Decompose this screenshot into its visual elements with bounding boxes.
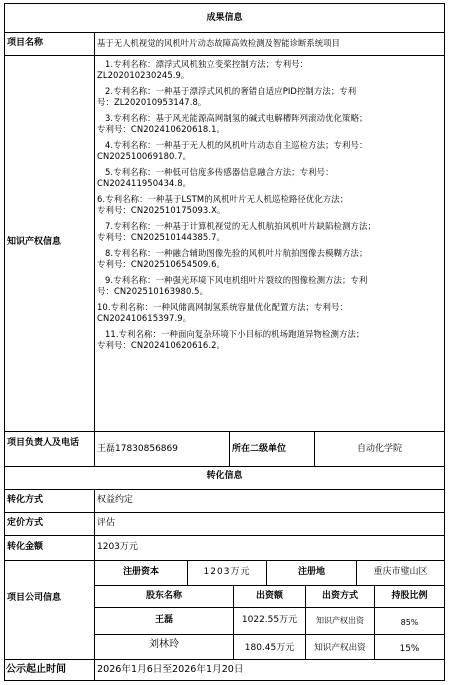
ip-line: 10.专利名称：一种风储离网制氢系统容量优化配置方法；专利号： xyxy=(97,302,348,312)
border-line xyxy=(4,431,445,432)
ip-line: 专利号：CN202510144385.7。 xyxy=(97,232,226,242)
leader-value: 王磊17830856869 xyxy=(97,444,178,454)
border-line xyxy=(4,680,445,681)
ip-line: ZL202010230245.9。 xyxy=(97,70,190,80)
border-line xyxy=(4,512,445,513)
ip-line: CN202411950434.8。 xyxy=(97,178,192,188)
ip-line: 8.专利名称：一种融合辅助图像先验的风机叶片航拍图像去模糊方法； xyxy=(105,248,368,258)
border-line xyxy=(4,466,445,467)
col-header-ratio: 持股比例 xyxy=(391,591,428,601)
unit-value: 自动化学院 xyxy=(356,444,402,454)
location-label: 注册地 xyxy=(297,567,325,577)
amount-value: 1203万元 xyxy=(97,542,138,552)
unit-label: 所在二级单位 xyxy=(232,444,287,454)
shareholder-method: 知识产权出资 xyxy=(314,643,366,653)
border-line xyxy=(94,634,445,635)
border-line xyxy=(229,431,230,467)
ip-line: 1.专利名称：漂浮式风机独立变桨控制方法；专利号： xyxy=(105,59,309,69)
border-line xyxy=(94,32,95,432)
method-value: 权益约定 xyxy=(97,495,134,505)
shareholder-amount: 180.45万元 xyxy=(244,643,295,653)
method-label: 转化方式 xyxy=(7,495,44,505)
ip-line: 号：ZL202010953147.8。 xyxy=(97,97,207,107)
section-title-result: 成果信息 xyxy=(206,13,243,23)
ip-line: CN202510069180.7。 xyxy=(97,151,192,161)
shareholder-ratio: 85% xyxy=(400,618,419,627)
border-line xyxy=(4,560,445,561)
ip-line: 专利号：CN202510175093.X。 xyxy=(97,205,226,215)
capital-label: 注册资本 xyxy=(122,567,159,577)
company-label: 项目公司信息 xyxy=(7,593,62,603)
border-line xyxy=(94,585,445,586)
col-header-method: 出资方式 xyxy=(321,591,358,601)
ip-line: 11.专利名称：一种面向复杂环境下小目标的机场跑道异物检测方法； xyxy=(105,329,365,339)
ip-list xyxy=(97,59,443,351)
pricing-label: 定价方式 xyxy=(7,518,44,528)
section-title-transfer: 转化信息 xyxy=(206,471,243,481)
ip-line: 5.专利名称：一种低可信度多传感器信息融合方法；专利号： xyxy=(105,167,334,177)
location-value: 重庆市璧山区 xyxy=(373,567,428,577)
pricing-value: 评估 xyxy=(97,518,116,528)
border-line xyxy=(4,535,445,536)
border-line xyxy=(94,607,445,608)
ip-line: CN202410615397.9。 xyxy=(97,313,192,323)
shareholder-method: 知识产权出资 xyxy=(316,616,364,625)
project-name-value: 基于无人机视觉的风机叶片动态故障高效检测及智能诊断系统项目 xyxy=(97,38,340,48)
ip-label: 知识产权信息 xyxy=(7,237,62,247)
ip-line: 3.专利名称：基于风光能源高网制氢的碱式电解槽阵列滚动优化策略； xyxy=(105,113,368,123)
col-header-shareholder: 股东名称 xyxy=(145,591,182,601)
ip-line: 2.专利名称：一种基于漂浮式风机的奢错自适应PID控制方法；专利 xyxy=(105,86,357,96)
ip-line: 7.专利名称：一种基于计算机视觉的无人机航拍风机叶片缺陷检测方法； xyxy=(105,221,376,231)
project-name-label: 项目名称 xyxy=(7,38,44,48)
ip-line: 号：CN202510163980.5。 xyxy=(97,286,209,296)
border-line xyxy=(4,32,445,33)
border-line xyxy=(94,431,95,467)
col-header-amount: 出资额 xyxy=(255,591,283,601)
capital-value: 1203万元 xyxy=(203,567,251,577)
border-line xyxy=(444,3,445,681)
border-line xyxy=(4,55,445,56)
ip-line: 4.专利名称：一种基于无人机的风机叶片动态自主巡检方法；专利号： xyxy=(105,140,368,150)
ip-line: 专利号：CN202410620616.2。 xyxy=(97,340,226,350)
ip-line: 9.专利名称：一种强光环境下风电机组叶片裂纹的图像检测方法；专利 xyxy=(105,275,368,285)
ip-line: 专利号：CN202510654509.6。 xyxy=(97,259,226,269)
border-line xyxy=(4,3,445,4)
achievement-form xyxy=(4,3,445,681)
shareholder-amount: 1022.55万元 xyxy=(241,615,298,625)
shareholder-ratio: 15% xyxy=(399,644,420,654)
leader-label: 项目负责人及电话 xyxy=(7,438,80,448)
shareholder-name: 王磊 xyxy=(154,615,173,625)
publicity-value: 2026年1月6日至2026年1月20日 xyxy=(97,664,244,675)
border-line xyxy=(4,659,445,660)
ip-line: 专利号：CN202410620618.1。 xyxy=(97,124,226,134)
amount-label: 转化金额 xyxy=(7,542,44,552)
border-line xyxy=(4,489,445,490)
border-line xyxy=(94,489,95,681)
shareholder-name: 刘林玲 xyxy=(149,639,179,650)
publicity-label: 公示起止时间 xyxy=(6,664,66,675)
ip-line: 6.专利名称：一种基于LSTM的风机叶片无人机巡检路径优化方法； xyxy=(97,194,349,204)
border-line xyxy=(4,3,5,681)
